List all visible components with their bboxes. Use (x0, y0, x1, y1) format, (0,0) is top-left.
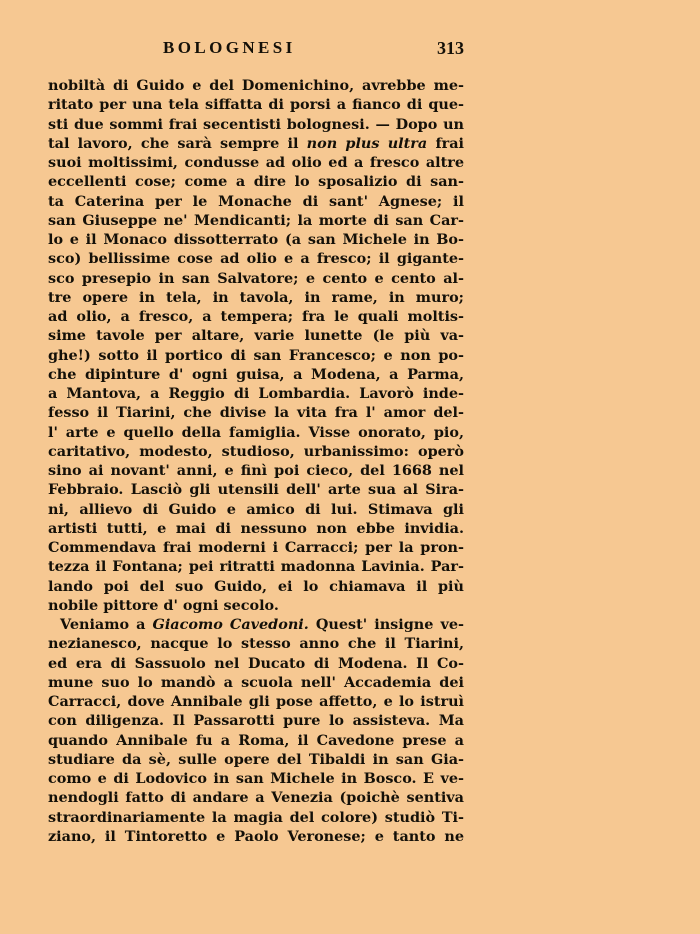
italic-phrase: non plus ultra (306, 134, 428, 152)
running-head-title: BOLOGNESI (163, 38, 296, 57)
text-line: Febbraio. Lasciò gli utensili dell' arte sua al Sira- (48, 481, 464, 499)
text-line: nendogli fatto di andare a Venezia (poichè sentiva (48, 789, 464, 807)
text-line: fesso il Tiarini, che divise la vita fra l' amor del- (48, 404, 464, 422)
text-line: ni, allievo di Guido e amico di lui. Stimava gli (48, 500, 464, 518)
text-line: Carracci, dove Annibale gli pose affetto, e lo istruì (48, 693, 464, 710)
text-line: studiare da sè, sulle opere del Tibaldi in san Gia- (48, 750, 464, 768)
text-run: frai (427, 134, 465, 152)
text-line: sco) bellissime cose ad olio e a fresco; il gigante- (48, 250, 464, 268)
text-line: che dipinture d' ogni guisa, a Modena, a Parma, (48, 365, 464, 383)
paragraph-first-line (48, 615, 464, 634)
text-line: sime tavole per altare, varie lunette (le più va- (48, 327, 464, 345)
text-line: san Giuseppe ne' Mendicanti; la morte di san Car- (48, 211, 464, 229)
text-line: a Mantova, a Reggio di Lombardia. Lavorò inde- (48, 385, 464, 402)
text-run: Quest' insigne ve- (308, 616, 464, 633)
text-line: lo e il Monaco dissotterrato (a san Michele in Bo- (48, 231, 464, 248)
text-run: Veniamo a (60, 616, 153, 633)
text-line: ghe!) sotto il portico di san Francesco; e non po- (48, 346, 464, 364)
text-line: caritativo, modesto, studioso, urbanissimo: operò (48, 442, 464, 460)
text-line: ed era di Sassuolo nel Ducato di Modena. Il Co- (48, 654, 464, 672)
text-line: suoi moltissimi, condusse ad olio ed a fresco altre (48, 154, 464, 171)
paragraph-last-line: nobile pittore d' ogni secolo. (48, 596, 279, 614)
text-line: l' arte e quello della famiglia. Visse onorato, pio, (48, 423, 464, 441)
text-line: ritato per una tela siffatta di porsi a fianco di que- (48, 96, 464, 114)
text-line: ta Caterina per le Monache di sant' Agnese; il (48, 192, 464, 210)
text-line: sco presepio in san Salvatore; e cento e cento al- (48, 269, 464, 287)
running-head (48, 38, 464, 62)
italic-name: Giacomo Cavedoni. (152, 616, 309, 633)
text-line: lando poi del suo Guido, ei lo chiamava il più (48, 577, 464, 595)
text-line: eccellenti cose; come a dire lo sposalizio di san- (48, 173, 464, 191)
text-line: nobiltà di Guido e del Domenichino, avrebbe me- (48, 77, 464, 94)
text-line: quando Annibale fu a Roma, il Cavedone prese a (48, 731, 464, 749)
text-line: straordinariamente la magia del colore) studiò Ti- (48, 808, 464, 826)
text-line: ziano, il Tintoretto e Paolo Veronese; e tanto ne (48, 827, 464, 845)
text-line: como e di Lodovico in san Michele in Bosco. E ve- (48, 770, 464, 787)
text-run: tal lavoro, che sarà sempre il (48, 134, 307, 152)
body-text (48, 76, 464, 846)
text-line: tre opere in tela, in tavola, in rame, in muro; (48, 288, 464, 306)
text-line: nezianesco, nacque lo stesso anno che il Tiarini, (48, 635, 464, 653)
text-line: con diligenza. Il Passarotti pure lo assisteva. Ma (48, 712, 464, 730)
text-line (48, 134, 464, 153)
text-line: mune suo lo mandò a scuola nell' Accademia dei (48, 673, 464, 691)
text-line: sti due sommi frai secentisti bolognesi. — Dopo un (48, 115, 464, 133)
page-number: 313 (437, 38, 464, 58)
text-line: sino ai novant' anni, e finì poi cieco, del 1668 nel (48, 462, 464, 479)
text-line: tezza il Fontana; pei ritratti madonna Lavinia. Par- (48, 558, 464, 576)
text-line: Commendava frai moderni i Carracci; per la pron- (48, 539, 464, 556)
text-line: ad olio, a fresco, a tempera; fra le quali moltis- (48, 308, 464, 325)
text-line: artisti tutti, e mai di nessuno non ebbe invidia. (48, 519, 464, 537)
